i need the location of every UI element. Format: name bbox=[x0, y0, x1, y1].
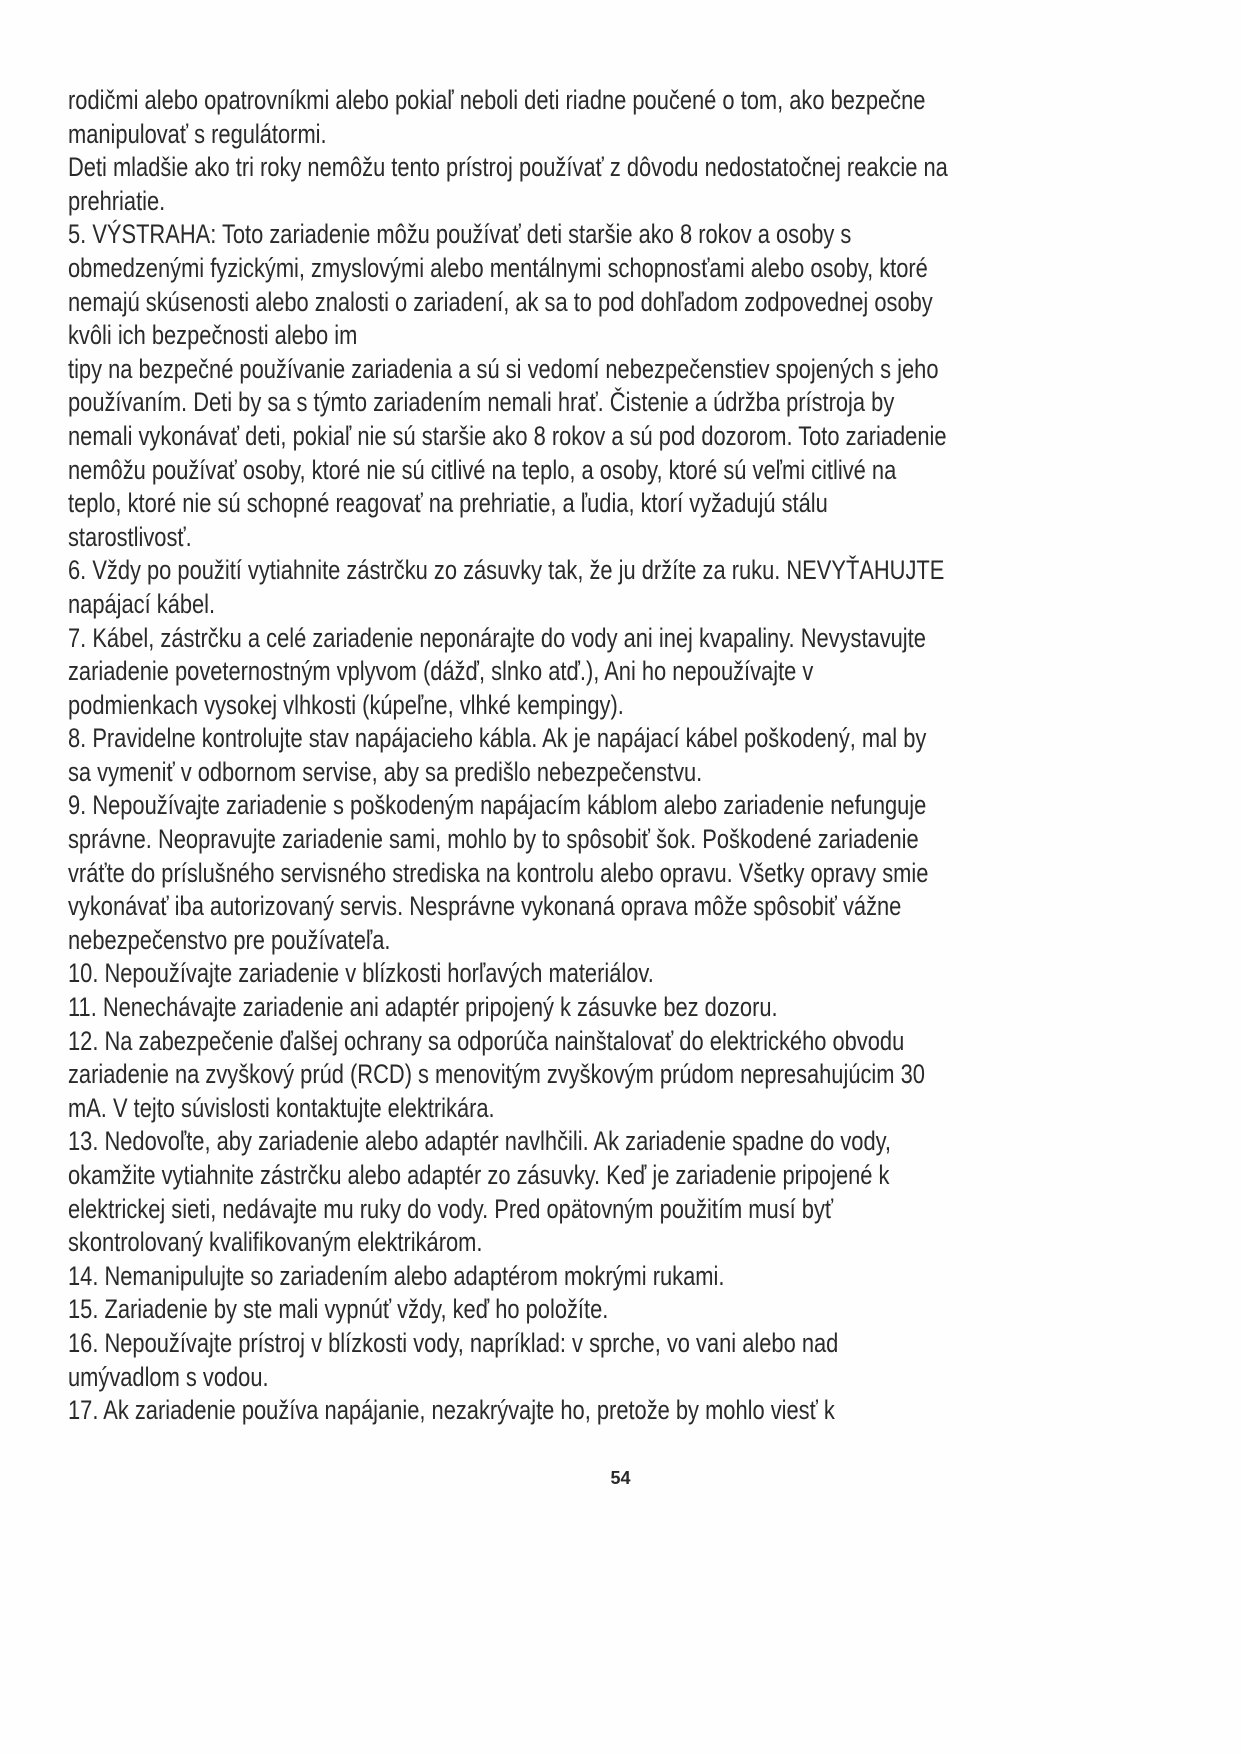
text-line: prehriatie. bbox=[68, 185, 166, 216]
text-line: 15. Zariadenie by ste mali vypnúť vždy, keď ho položíte. bbox=[68, 1294, 609, 1325]
text-line: 17. Ak zariadenie používa napájanie, nezakrývajte ho, pretože by mohlo viesť k bbox=[68, 1395, 835, 1426]
text-line: 5. VÝSTRAHA: Toto zariadenie môžu používať deti staršie ako 8 rokov a osoby s bbox=[68, 219, 852, 250]
text-line: 7. Kábel, zástrčku a celé zariadenie neponárajte do vody ani inej kvapaliny. Nevystavujte bbox=[68, 622, 926, 653]
text-line: 11. Nenechávajte zariadenie ani adaptér pripojený k zásuvke bez dozoru. bbox=[68, 992, 778, 1023]
text-line: nemali vykonávať deti, pokiaľ nie sú staršie ako 8 rokov a sú pod dozorom. Toto zariadenie bbox=[68, 420, 947, 451]
text-line: podmienkach vysokej vlhkosti (kúpeľne, vlhké kempingy). bbox=[68, 689, 624, 720]
text-line: umývadlom s vodou. bbox=[68, 1361, 269, 1392]
text-line: skontrolovaný kvalifikovaným elektrikárom. bbox=[68, 1227, 483, 1258]
text-line: nemôžu používať osoby, ktoré nie sú citlivé na teplo, a osoby, ktoré sú veľmi citlivé na bbox=[68, 454, 897, 485]
text-line: napájací kábel. bbox=[68, 588, 216, 619]
body-text bbox=[68, 84, 1241, 1428]
page-number: 54 bbox=[610, 1468, 631, 1488]
text-line: 13. Nedovoľte, aby zariadenie alebo adaptér navlhčili. Ak zariadenie spadne do vody, bbox=[68, 1126, 891, 1157]
text-line: 10. Nepoužívajte zariadenie v blízkosti horľavých materiálov. bbox=[68, 958, 654, 989]
text-line: mA. V tejto súvislosti kontaktujte elektrikára. bbox=[68, 1092, 495, 1123]
text-line: správne. Neopravujte zariadenie sami, mohlo by to spôsobiť šok. Poškodené zariadenie bbox=[68, 824, 919, 855]
text-line: tipy na bezpečné používanie zariadenia a sú si vedomí nebezpečenstiev spojených s jeho bbox=[68, 353, 939, 384]
text-line: 12. Na zabezpečenie ďalšej ochrany sa odporúča nainštalovať do elektrického obvodu bbox=[68, 1025, 905, 1056]
text-line: zariadenie na zvyškový prúd (RCD) s menovitým zvyškovým prúdom nepresahujúcim 30 bbox=[68, 1059, 925, 1090]
text-line: Deti mladšie ako tri roky nemôžu tento prístroj používať z dôvodu nedostatočnej reakcie na bbox=[68, 152, 948, 183]
text-line: okamžite vytiahnite zástrčku alebo adaptér zo zásuvky. Keď je zariadenie pripojené k bbox=[68, 1160, 890, 1190]
text-line: vráťte do príslušného servisného strediska na kontrolu alebo opravu. Všetky opravy smie bbox=[68, 857, 929, 888]
text-line: 8. Pravidelne kontrolujte stav napájacieho kábla. Ak je napájací kábel poškodený, mal by bbox=[68, 723, 927, 754]
text-line: zariadenie poveternostným vplyvom (dážď, slnko atď.), Ani ho nepoužívajte v bbox=[68, 656, 814, 687]
text-line: starostlivosť. bbox=[68, 521, 192, 552]
text-line: používaním. Deti by sa s týmto zariadením nemali hrať. Čistenie a údržba prístroja by bbox=[68, 387, 895, 418]
text-line: 14. Nemanipulujte so zariadením alebo adaptérom mokrými rukami. bbox=[68, 1260, 725, 1291]
text-line: rodičmi alebo opatrovníkmi alebo pokiaľ neboli deti riadne poučené o tom, ako bezpečne bbox=[68, 85, 926, 115]
text-line: teplo, ktoré nie sú schopné reagovať na prehriatie, a ľudia, ktorí vyžadujú stálu bbox=[68, 488, 828, 519]
text-line: 9. Nepoužívajte zariadenie s poškodeným napájacím káblom alebo zariadenie nefunguje bbox=[68, 790, 927, 821]
text-line: elektrickej sieti, nedávajte mu ruky do vody. Pred opätovným použitím musí byť bbox=[68, 1193, 834, 1224]
text-line: sa vymeniť v odbornom servise, aby sa predišlo nebezpečenstvu. bbox=[68, 756, 703, 787]
text-line: kvôli ich bezpečnosti alebo im bbox=[68, 320, 358, 351]
text-line: manipulovať s regulátormi. bbox=[68, 118, 327, 149]
text-line: nemajú skúsenosti alebo znalosti o zariadení, ak sa to pod dohľadom zodpovednej osoby bbox=[68, 286, 933, 317]
text-line: vykonávať iba autorizovaný servis. Nesprávne vykonaná oprava môže spôsobiť vážne bbox=[68, 891, 902, 922]
text-line: 6. Vždy po použití vytiahnite zástrčku zo zásuvky tak, že ju držíte za ruku. NEVYŤAHUJTE bbox=[68, 555, 945, 586]
text-line: obmedzenými fyzickými, zmyslovými alebo mentálnymi schopnosťami alebo osoby, ktoré bbox=[68, 252, 928, 283]
text-line: 16. Nepoužívajte prístroj v blízkosti vody, napríklad: v sprche, vo vani alebo nad bbox=[68, 1327, 839, 1358]
text-line: nebezpečenstvo pre používateľa. bbox=[68, 924, 391, 955]
